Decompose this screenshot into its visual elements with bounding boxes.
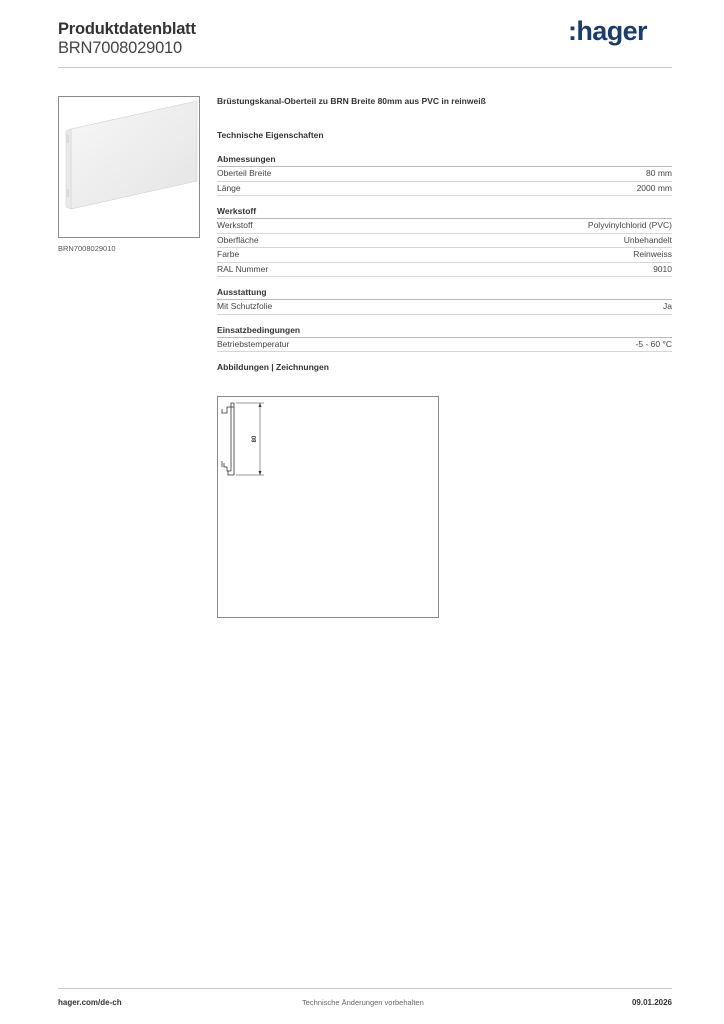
section-equipment	[217, 287, 672, 315]
section-dimensions	[217, 154, 672, 196]
footer-disclaimer: Technische Änderungen vorbehalten	[302, 998, 424, 1007]
section-title: Einsatzbedingungen	[217, 325, 672, 338]
property-value: Unbehandelt	[623, 234, 672, 245]
section-material	[217, 206, 672, 277]
property-label: Farbe	[217, 249, 240, 259]
property-label: Länge	[217, 182, 241, 193]
property-row	[217, 182, 672, 197]
property-label: RAL Nummer	[217, 263, 269, 274]
property-row	[217, 338, 672, 353]
product-description: Brüstungskanal-Oberteil zu BRN Breite 80mm aus PVC in reinweiß	[217, 96, 486, 106]
property-label: Oberfläche	[217, 234, 259, 245]
property-value: 80 mm	[646, 168, 672, 178]
footer-date: 09.01.2026	[631, 998, 672, 1007]
property-value: Ja	[663, 301, 672, 311]
property-value: 2000 mm	[636, 182, 672, 193]
property-value: -5 - 60 °C	[635, 338, 672, 349]
technical-properties-title: Technische Eigenschaften	[217, 130, 324, 140]
property-value: Reinweiss	[633, 249, 672, 259]
property-label: Mit Schutzfolie	[217, 301, 273, 311]
header-divider	[58, 67, 672, 68]
property-value: 9010	[653, 263, 672, 274]
page-title: Produktdatenblatt	[58, 20, 196, 38]
property-row	[217, 234, 672, 249]
footer-website-link[interactable]: hager.com/de-ch	[58, 998, 122, 1007]
property-label: Werkstoff	[217, 220, 253, 230]
footer-divider	[58, 988, 672, 989]
dimension-label: 80	[252, 435, 258, 443]
product-details	[217, 96, 672, 376]
section-title: Abmessungen	[217, 154, 672, 167]
property-row	[217, 248, 672, 263]
logo-dots: :	[568, 16, 577, 46]
property-row	[217, 167, 672, 182]
hager-logo	[568, 16, 647, 47]
section-title: Werkstoff	[217, 206, 672, 219]
product-cover-illustration	[59, 97, 199, 237]
logo-text: hager	[576, 16, 647, 46]
property-label: Betriebstemperatur	[217, 338, 290, 349]
profile-drawing	[218, 397, 438, 617]
drawings-title: Abbildungen | Zeichnungen	[217, 362, 329, 372]
product-image-caption: BRN7008029010	[58, 244, 116, 253]
technical-drawing	[217, 396, 439, 618]
property-row	[217, 219, 672, 234]
section-title: Ausstattung	[217, 287, 672, 300]
article-number: BRN7008029010	[58, 39, 183, 57]
product-image	[58, 96, 200, 238]
property-row	[217, 263, 672, 278]
property-value: Polyvinylchlorid (PVC)	[587, 220, 672, 230]
property-row	[217, 300, 672, 315]
section-operating-conditions	[217, 325, 672, 353]
property-label: Oberteil Breite	[217, 168, 272, 178]
